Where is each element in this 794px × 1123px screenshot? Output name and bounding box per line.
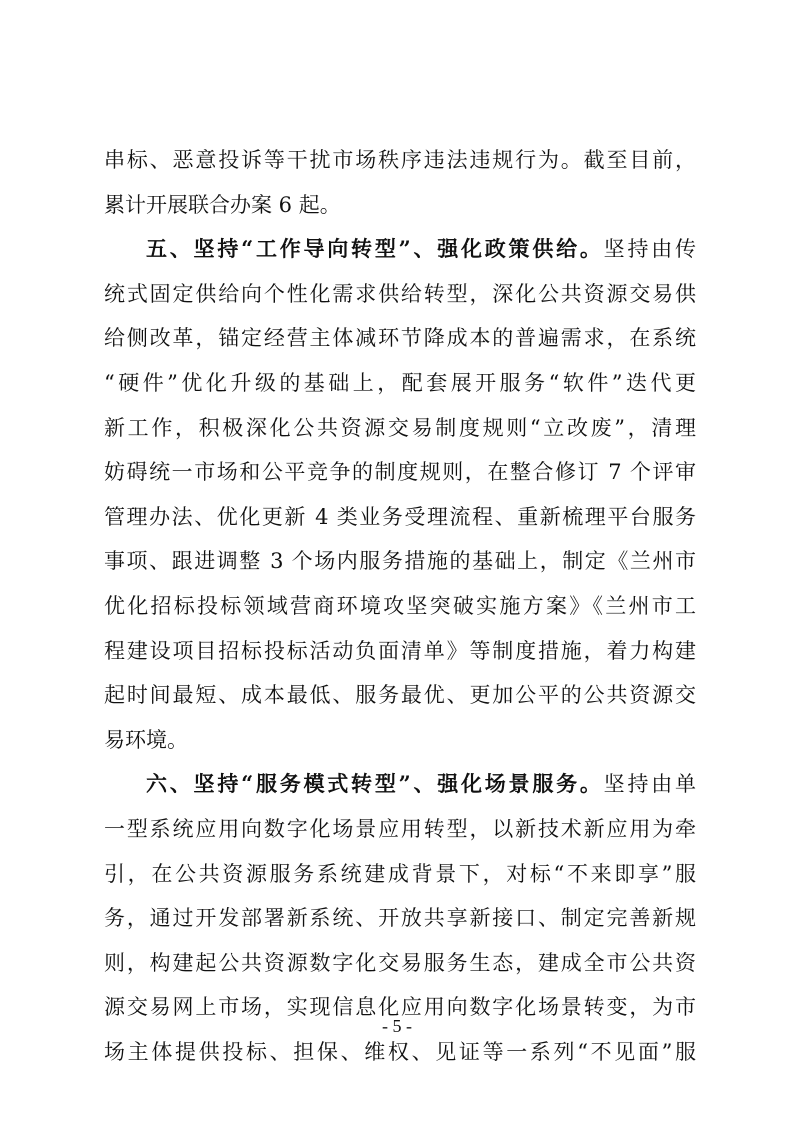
paragraph-1-line-1: 串标、恶意投诉等干扰市场秩序违法违规行为。截至目前， xyxy=(104,148,696,172)
paragraph-3-line-1-text: 坚持由单 xyxy=(603,772,696,797)
paragraph-3-line-4: 务，通过开发部署新系统、开放共享新接口、制定完善新规 xyxy=(104,906,696,931)
paragraph-2-line-9: 优化招标投标领域营商环境攻坚突破实施方案》《兰州市工 xyxy=(104,593,696,618)
paragraph-2-line-4: “硬件”优化升级的基础上，配套展开服务“软件”迭代更 xyxy=(104,370,696,395)
paragraph-2-line-1 xyxy=(104,227,696,272)
page-number: - 5 - xyxy=(382,1016,412,1036)
paragraph-2-line-11: 起时间最短、成本最低、服务最优、更加公平的公共资源交 xyxy=(104,683,696,708)
paragraph-2-line-6: 妨碍统一市场和公平竞争的制度规则，在整合修订 7 个评审 xyxy=(104,460,696,485)
paragraph-2-line-5: 新工作，积极深化公共资源交易制度规则“立改废”，清理 xyxy=(104,415,696,440)
paragraph-2-line-8: 事项、跟进调整 3 个场内服务措施的基础上，制定《兰州市 xyxy=(104,549,696,574)
section-5-heading: 五、坚持“工作导向转型”、强化政策供给。 xyxy=(146,236,604,262)
paragraph-2-line-3: 给侧改革，锚定经营主体减环节降成本的普遍需求，在系统 xyxy=(104,326,696,351)
paragraph-3-line-2: 一型系统应用向数字化场景应用转型，以新技术新应用为牵 xyxy=(104,816,696,841)
paragraph-3-line-3: 引，在公共资源服务系统建成背景下，对标“不来即享”服 xyxy=(104,861,696,886)
paragraph-2-line-7: 管理办法、优化更新 4 类业务受理流程、重新梳理平台服务 xyxy=(104,504,696,529)
paragraph-3-line-5: 则，构建起公共资源数字化交易服务生态，建成全市公共资 xyxy=(104,950,696,975)
paragraph-1-line-2: 累计开展联合办案 6 起。 xyxy=(104,192,341,217)
section-6-heading: 六、坚持“服务模式转型”、强化场景服务。 xyxy=(146,771,604,797)
paragraph-3-line-6: 源交易网上市场，实现信息化应用向数字化场景转变，为市 xyxy=(104,995,696,1020)
paragraph-2-line-10: 程建设项目招标投标活动负面清单》等制度措施，着力构建 xyxy=(104,638,696,663)
paragraph-2-line-1-text: 坚持由传 xyxy=(603,237,696,262)
body-text xyxy=(104,138,696,1074)
paragraph-2-line-12: 易环境。 xyxy=(104,727,188,752)
paragraph-3-line-7: 场主体提供投标、担保、维权、见证等一系列“不见面”服 xyxy=(104,1039,696,1064)
paragraph-2-line-2: 统式固定供给向个性化需求供给转型，深化公共资源交易供 xyxy=(104,281,696,306)
paragraph-3-line-1 xyxy=(104,762,696,807)
